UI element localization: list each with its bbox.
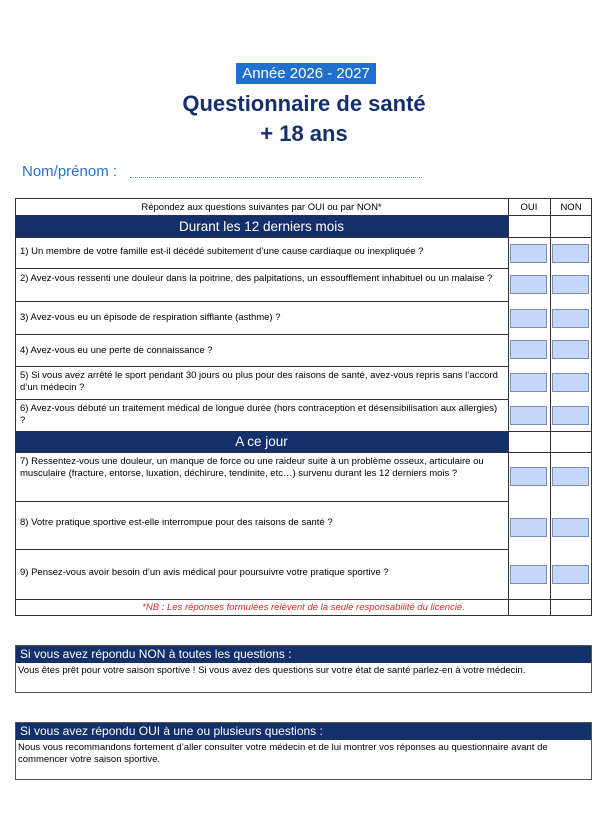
answer-yes-checkbox[interactable] — [510, 244, 547, 263]
panel-no-body: Vous êtes prêt pour votre saison sportive ! Si vous avez des questions sur votre état de santé parlez-en à votre médecin. — [18, 665, 526, 676]
question-text: 9) Pensez-vous avoir besoin d’un avis médical pour poursuivre votre pratique sportive ? — [20, 567, 389, 578]
name-field[interactable] — [130, 168, 422, 178]
answer-no-checkbox[interactable] — [552, 373, 589, 392]
column-divider — [550, 198, 551, 616]
panel-yes-title: Si vous avez répondu OUI à une ou plusieurs questions : — [16, 723, 591, 740]
answer-yes-checkbox[interactable] — [510, 309, 547, 328]
answer-no-checkbox[interactable] — [552, 518, 589, 537]
answer-yes-checkbox[interactable] — [510, 518, 547, 537]
page-subtitle: + 18 ans — [260, 121, 348, 146]
row-divider — [15, 268, 508, 269]
row-divider — [15, 399, 508, 400]
row-divider — [15, 334, 508, 335]
panel-yes-body: Nous vous recommandons fortement d’aller consulter votre médecin et de lui montrer vos réponses au questionnaire avant de commencer votre saison sportive. — [18, 742, 548, 765]
answer-no-checkbox[interactable] — [552, 275, 589, 294]
question-text: 3) Avez-vous eu un épisode de respiration sifflante (asthme) ? — [20, 312, 281, 323]
row-divider — [15, 366, 508, 367]
answer-yes-checkbox[interactable] — [510, 565, 547, 584]
question-text: 6) Avez-vous débuté un traitement médical de longue durée (hors contraception et désensibilisation aux allergies) ? — [20, 403, 498, 426]
panel-answered-no — [15, 645, 592, 693]
column-header-no: NON — [560, 202, 582, 213]
question-text: 2) Avez-vous ressenti une douleur dans la poitrine, des palpitations, un essoufflement inhabituel ou un malaise ? — [20, 273, 493, 284]
answer-no-checkbox[interactable] — [552, 340, 589, 359]
answer-no-checkbox[interactable] — [552, 406, 589, 425]
answer-no-checkbox[interactable] — [552, 565, 589, 584]
question-text: 7) Ressentez-vous une douleur, un manque de force ou une raideur suite à un problème osseux, articulaire ou musculaire (fracture, entorse, luxation, déchirure, tendinite, etc…) survenu durant les 12 derniers mois ? — [20, 456, 484, 479]
year-badge: Année 2026 - 2027 — [236, 63, 376, 84]
answer-yes-checkbox[interactable] — [510, 406, 547, 425]
answer-no-checkbox[interactable] — [552, 244, 589, 263]
question-text: 1) Un membre de votre famille est-il décédé subitement d’une cause cardiaque ou inexpliquée ? — [20, 246, 424, 257]
row-divider — [15, 549, 508, 550]
section-band-today: A ce jour — [15, 432, 508, 452]
column-header-yes: OUI — [520, 202, 538, 213]
panel-no-title: Si vous avez répondu NON à toutes les questions : — [16, 646, 591, 663]
nb-note: *NB : Les réponses formulées relèvent de la seule responsabilité du licencié. — [142, 602, 465, 613]
name-label: Nom/prénom : — [22, 163, 118, 180]
question-text: 8) Votre pratique sportive est-elle interrompue pour des raisons de santé ? — [20, 517, 333, 528]
row-divider — [15, 501, 508, 502]
question-text: 4) Avez-vous eu une perte de connaissance ? — [20, 345, 213, 356]
row-divider — [15, 452, 592, 453]
row-divider — [15, 237, 592, 238]
column-divider — [508, 198, 509, 616]
panel-answered-yes — [15, 722, 592, 780]
answer-no-checkbox[interactable] — [552, 309, 589, 328]
answer-no-checkbox[interactable] — [552, 467, 589, 486]
question-text: 5) Si vous avez arrêté le sport pendant 30 jours ou plus pour des raisons de santé, avez-vous repris sans l’accord d’un médecin ? — [20, 370, 498, 393]
section-band-12-months: Durant les 12 derniers mois — [15, 216, 508, 237]
answer-yes-checkbox[interactable] — [510, 373, 547, 392]
answer-yes-checkbox[interactable] — [510, 340, 547, 359]
table-instruction: Répondez aux questions suivantes par OUI ou par NON* — [141, 202, 382, 213]
answer-yes-checkbox[interactable] — [510, 275, 547, 294]
row-divider — [15, 301, 508, 302]
page-title: Questionnaire de santé — [182, 91, 426, 116]
answer-yes-checkbox[interactable] — [510, 467, 547, 486]
